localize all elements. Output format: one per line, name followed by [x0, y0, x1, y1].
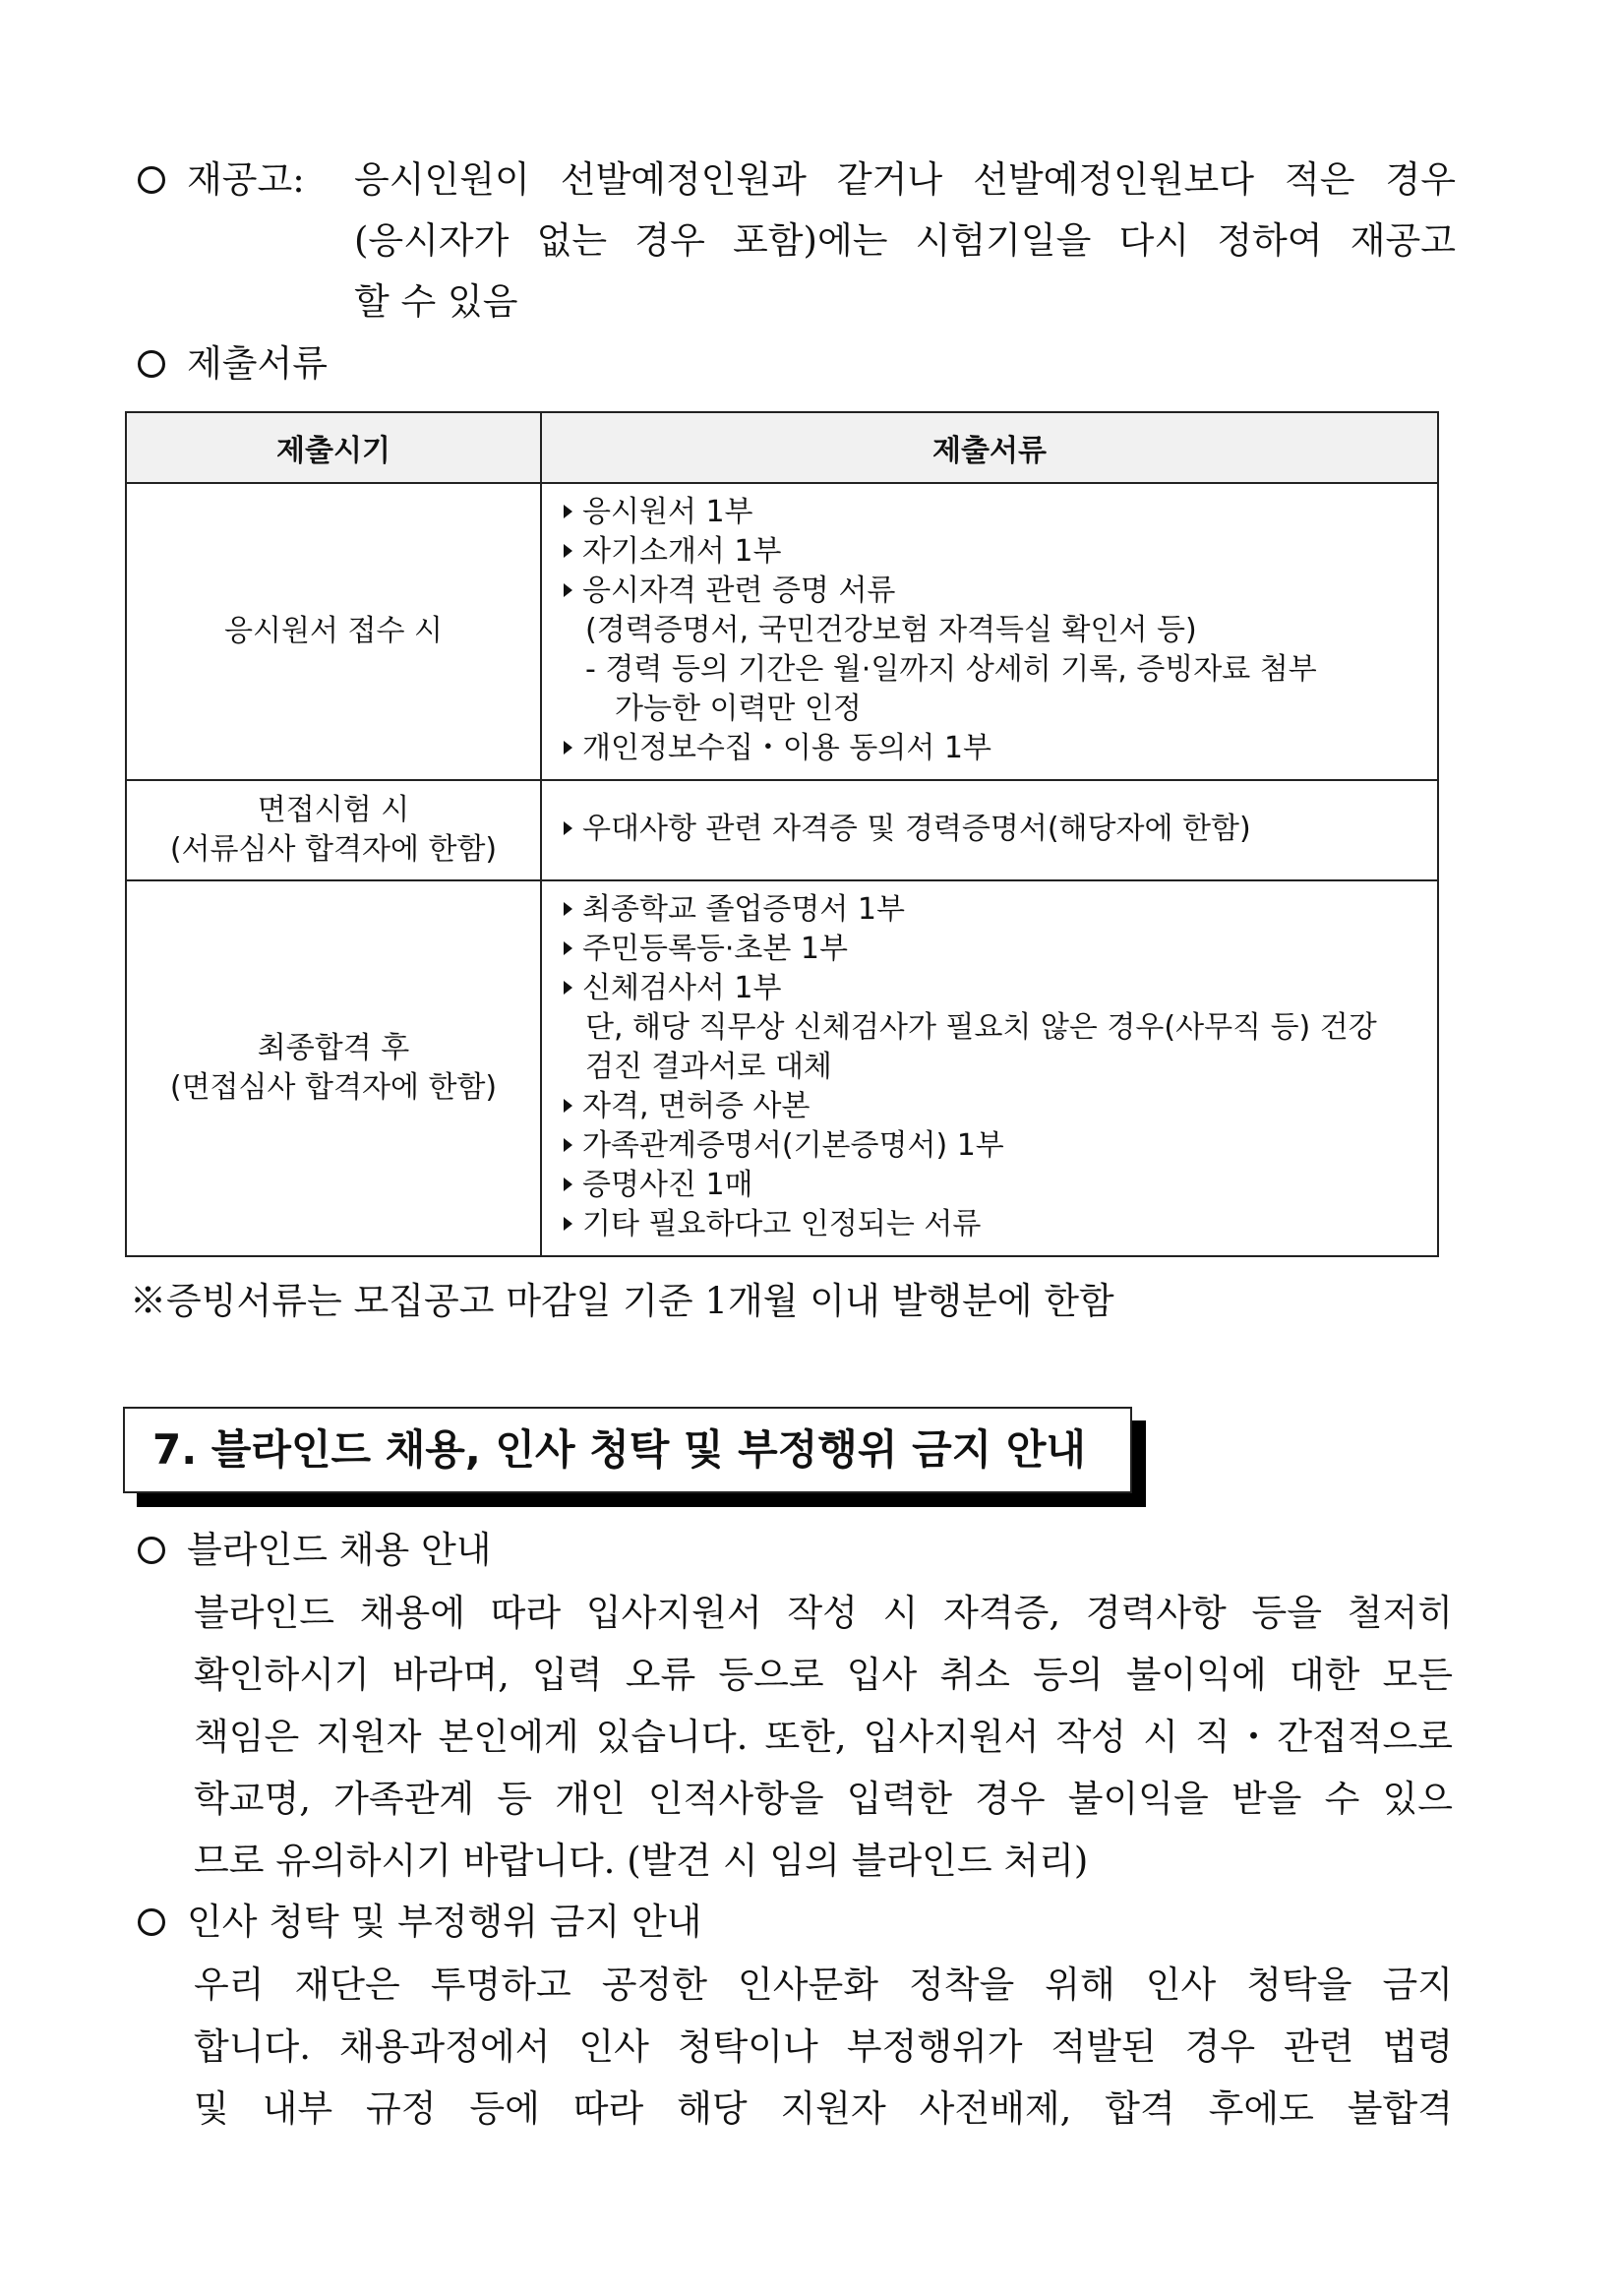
- solicit-paragraph: [194, 1954, 1453, 2140]
- reannounce-line: 할 수 있음: [354, 280, 518, 323]
- list-subitem: 가능한 이력만 인정: [615, 692, 862, 726]
- list-item: 주민등록등·초본 1부: [564, 930, 1427, 969]
- list-subitem: (경력증명서, 국민건강보험 자격득실 확인서 등): [585, 613, 1197, 647]
- section-title-box: [123, 1407, 1132, 1493]
- paragraph-line: 및 내부 규정 등에 따라 해당 지원자 사전배제, 합격 후에도 불합격: [194, 2087, 1453, 2130]
- list-subitem: 검진 결과서로 대체: [585, 1050, 832, 1084]
- table-row: [126, 880, 1438, 1256]
- triangle-bullet-icon: [564, 741, 572, 755]
- paragraph-line: 므로 유의하시기 바랍니다. (발견 시 임의 블라인드 처리): [194, 1840, 1089, 1882]
- blind-heading: 블라인드 채용 안내: [138, 1521, 491, 1580]
- triangle-bullet-icon: [564, 583, 572, 597]
- header-when: 제출시기: [126, 412, 541, 483]
- list-subitem: - 경력 등의 기간은 월·일까지 상세히 기록, 증빙자료 첨부: [585, 652, 1317, 687]
- triangle-bullet-icon: [564, 1099, 572, 1113]
- reannounce-line: (응시자가 없는 경우 포함)에는 시험기일을 다시 정하여 재공고: [354, 219, 1456, 262]
- list-item: 응시원서 1부: [564, 493, 1427, 532]
- list-item: 우대사항 관련 자격증 및 경력증명서(해당자에 한함): [564, 810, 1427, 849]
- row-docs: [541, 483, 1438, 780]
- row-when: 면접시험 시 (서류심사 합격자에 한함): [126, 780, 541, 880]
- triangle-bullet-icon: [564, 821, 572, 835]
- paragraph-line: 블라인드 채용에 따라 입사지원서 작성 시 자격증, 경력사항 등을 철저히: [194, 1592, 1453, 1634]
- blind-paragraph: [194, 1582, 1453, 1892]
- circle-bullet-icon: [138, 350, 165, 378]
- reannounce-label: 재공고:: [138, 150, 354, 332]
- list-item: 가족관계증명서(기본증명서) 1부: [564, 1126, 1427, 1166]
- triangle-bullet-icon: [564, 981, 572, 995]
- reannounce-line: 응시인원이 선발예정인원과 같거나 선발예정인원보다 적은 경우: [354, 158, 1456, 201]
- reannounce-text: [354, 150, 1456, 332]
- table-row: [126, 780, 1438, 880]
- list-item: 증명사진 1매: [564, 1166, 1427, 1205]
- list-item: 개인정보수집・이용 동의서 1부: [564, 729, 1427, 768]
- evidence-note: ※증빙서류는 모집공고 마감일 기준 1개월 이내 발행분에 한함: [130, 1280, 1114, 1322]
- documents-table: [125, 411, 1439, 1257]
- paragraph-line: 학교명, 가족관계 등 개인 인적사항을 입력한 경우 불이익을 받을 수 있으: [194, 1778, 1453, 1820]
- triangle-bullet-icon: [564, 1178, 572, 1191]
- list-item: 기타 필요하다고 인정되는 서류: [564, 1205, 1427, 1244]
- paragraph-line: 책임은 지원자 본인에게 있습니다. 또한, 입사지원서 작성 시 직・간접적으로: [194, 1716, 1453, 1758]
- triangle-bullet-icon: [564, 1217, 572, 1231]
- list-item: 자기소개서 1부: [564, 532, 1427, 572]
- solicit-heading: 인사 청탁 및 부정행위 금지 안내: [138, 1893, 701, 1952]
- triangle-bullet-icon: [564, 1138, 572, 1152]
- list-item: 최종학교 졸업증명서 1부: [564, 890, 1427, 930]
- triangle-bullet-icon: [564, 505, 572, 518]
- row-when: 응시원서 접수 시: [126, 483, 541, 780]
- paragraph-line: 합니다. 채용과정에서 인사 청탁이나 부정행위가 적발된 경우 관련 법령: [194, 2025, 1453, 2068]
- paragraph-line: 확인하시기 바라며, 입력 오류 등으로 입사 취소 등의 불이익에 대한 모든: [194, 1654, 1453, 1696]
- list-item: 응시자격 관련 증명 서류: [564, 572, 1427, 611]
- table-row: [126, 483, 1438, 780]
- header-docs: 제출서류: [541, 412, 1438, 483]
- documents-heading: 제출서류: [138, 334, 328, 393]
- row-docs: [541, 780, 1438, 880]
- triangle-bullet-icon: [564, 941, 572, 955]
- list-item: 자격, 면허증 사본: [564, 1087, 1427, 1126]
- list-item: 신체검사서 1부: [564, 969, 1427, 1008]
- triangle-bullet-icon: [564, 544, 572, 558]
- circle-bullet-icon: [138, 1908, 165, 1936]
- table-header-row: [126, 412, 1438, 483]
- triangle-bullet-icon: [564, 902, 572, 916]
- circle-bullet-icon: [138, 166, 165, 194]
- circle-bullet-icon: [138, 1537, 165, 1564]
- section-title: 7. 블라인드 채용, 인사 청탁 및 부정행위 금지 안내: [152, 1425, 1086, 1474]
- paragraph-line: 우리 재단은 투명하고 공정한 인사문화 정착을 위해 인사 청탁을 금지: [194, 1964, 1453, 2006]
- row-when: 최종합격 후 (면접심사 합격자에 한함): [126, 880, 541, 1256]
- list-subitem: 단, 해당 직무상 신체검사가 필요치 않은 경우(사무직 등) 건강: [585, 1010, 1377, 1045]
- row-docs: [541, 880, 1438, 1256]
- reannounce-block: [138, 150, 1456, 332]
